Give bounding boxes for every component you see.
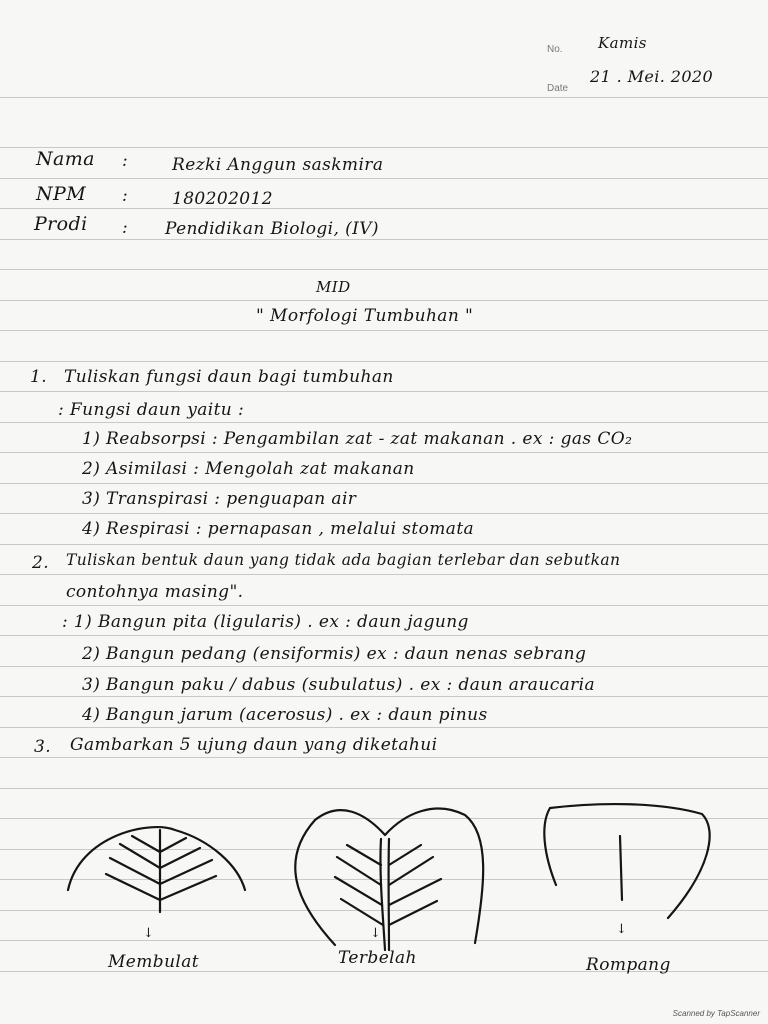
ruled-line [0, 239, 768, 240]
q2-number: 2. [32, 553, 50, 573]
ruled-line [0, 208, 768, 209]
ruled-line [0, 605, 768, 606]
q2-text: Tuliskan bentuk daun yang tidak ada bagian terlebar dan sebutkan [66, 551, 621, 569]
q2-item-3: 3) Bangun paku / dabus (subulatus) . ex : daun araucaria [82, 675, 596, 695]
ruled-line [0, 452, 768, 453]
arrow-terbelah: ↓ [370, 926, 382, 941]
q2-item-1: : 1) Bangun pita (ligularis) . ex : daun jagung [62, 612, 469, 632]
leaf-membulat-drawing [60, 810, 260, 950]
label-membulat: Membulat [108, 952, 200, 972]
q1-item-1: 1) Reabsorpsi : Pengambilan zat - zat makanan . ex : gas CO₂ [82, 429, 633, 449]
ruled-line [0, 483, 768, 484]
arrow-rompang: ↓ [616, 922, 628, 937]
npm-value: 180202012 [172, 189, 273, 209]
date-value: 21 . Mei. 2020 [590, 67, 714, 86]
q1-item-4: 4) Respirasi : pernapasan , melalui stomata [82, 519, 475, 539]
q3-text: Gambarkan 5 ujung daun yang diketahui [70, 735, 438, 755]
npm-label: NPM [36, 183, 87, 205]
ruled-line [0, 574, 768, 575]
q2-item-2: 2) Bangun pedang (ensiformis) ex : daun nenas sebrang [82, 644, 587, 664]
ruled-line [0, 788, 768, 789]
ruled-line [0, 727, 768, 728]
ruled-line [0, 635, 768, 636]
ruled-line [0, 97, 768, 98]
name-label: Nama [36, 148, 95, 170]
q1-text: Tuliskan fungsi daun bagi tumbuhan [64, 367, 394, 387]
arrow-membulat: ↓ [143, 926, 155, 941]
label-rompang: Rompang [586, 955, 671, 975]
ruled-line [0, 300, 768, 301]
q2-item-4: 4) Bangun jarum (acerosus) . ex : daun pinus [82, 705, 488, 725]
ruled-line [0, 330, 768, 331]
label-terbelah: Terbelah [338, 948, 417, 968]
title-mid: MID [316, 278, 351, 296]
date-label: Date [547, 83, 569, 94]
no-value: Kamis [598, 34, 647, 52]
ruled-line [0, 666, 768, 667]
ruled-line [0, 696, 768, 697]
ruled-line [0, 361, 768, 362]
q1-number: 1. [30, 367, 48, 387]
name-sep: : [122, 151, 129, 171]
ruled-line [0, 269, 768, 270]
leaf-rompang-drawing [540, 800, 720, 930]
q3-number: 3. [34, 737, 52, 757]
ruled-line [0, 757, 768, 758]
prodi-sep: : [122, 218, 129, 238]
q1-item-3: 3) Transpirasi : penguapan air [82, 489, 357, 509]
prodi-label: Prodi [34, 213, 88, 235]
ruled-line [0, 513, 768, 514]
npm-sep: : [122, 186, 129, 206]
ruled-line [0, 178, 768, 179]
no-label: No. [547, 44, 563, 55]
title-subject: " Morfologi Tumbuhan " [256, 306, 474, 326]
ruled-line [0, 422, 768, 423]
q2-text-2: contohnya masing". [66, 582, 244, 602]
scanner-watermark: Scanned by TapScanner [672, 1009, 760, 1018]
ruled-line [0, 544, 768, 545]
q1-item-2: 2) Asimilasi : Mengolah zat makanan [82, 459, 415, 479]
prodi-value: Pendidikan Biologi, (IV) [165, 219, 379, 239]
q1-answer-intro: : Fungsi daun yaitu : [58, 400, 245, 420]
leaf-terbelah-drawing [285, 795, 495, 955]
name-value: Rezki Anggun saskmira [172, 155, 384, 175]
ruled-line [0, 147, 768, 148]
ruled-line [0, 391, 768, 392]
